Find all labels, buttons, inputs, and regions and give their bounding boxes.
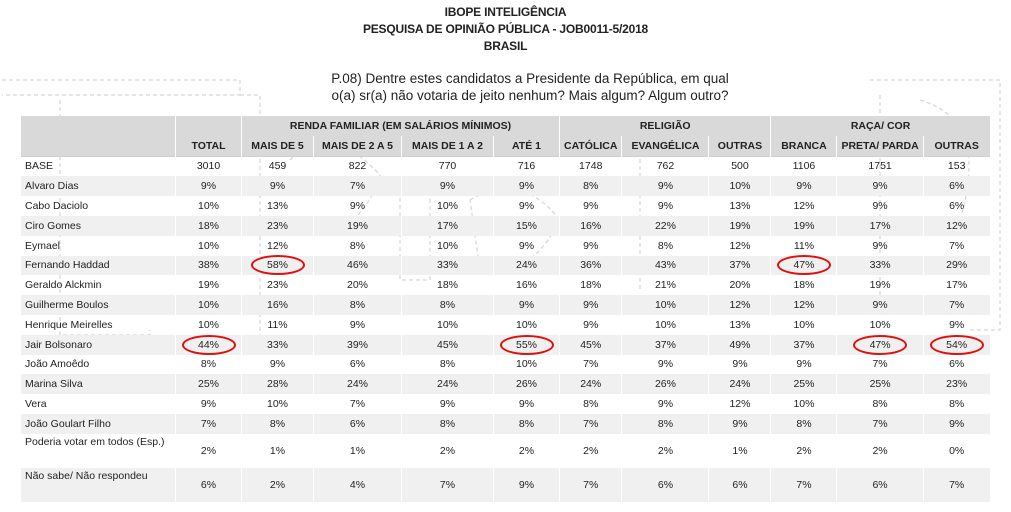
table-cell: 47% [771,256,837,276]
table-cell: 9% [923,414,990,434]
table-cell: 44% [176,335,242,355]
table-cell: 1748 [560,156,622,176]
corner-cell [21,116,176,136]
column-header: ATÉ 1 [494,136,560,156]
table-cell: 9% [837,236,923,256]
table-cell: 49% [709,335,771,355]
table-row [21,196,991,216]
table-cell: 0% [923,434,990,468]
table-cell: 38% [176,256,242,276]
table-cell: 10% [622,315,709,335]
table-cell: 9% [837,196,923,216]
table-cell: 13% [709,315,771,335]
table-row [21,374,991,394]
row-label: Fernando Haddad [21,256,176,276]
table-cell: 19% [176,275,242,295]
table-cell: 9% [560,295,622,315]
table-cell: 13% [242,196,314,216]
table-cell: 9% [622,394,709,414]
table-cell: 6% [314,355,402,375]
table-cell: 13% [709,196,771,216]
table-cell: 10% [176,236,242,256]
table-cell: 37% [709,256,771,276]
table-cell: 37% [771,335,837,355]
row-label: Henrique Meirelles [21,315,176,335]
table-cell: 9% [494,295,560,315]
table-cell: 8% [314,236,402,256]
row-label: Ciro Gomes [21,216,176,236]
table-cell: 9% [242,355,314,375]
question-line-2: o(a) sr(a) não votaria de jeito nenhum? Mais algum? Algum outro? [331,88,729,103]
table-cell: 19% [314,216,402,236]
table-cell: 716 [494,156,560,176]
table-cell: 9% [560,315,622,335]
row-label: Jair Bolsonaro [21,335,176,355]
table-cell: 8% [622,236,709,256]
table-cell: 20% [314,275,402,295]
column-header: OUTRAS [923,136,990,156]
row-label: Não sabe/ Não respondeu [21,468,176,502]
total-group-cell [176,116,242,136]
table-cell: 8% [402,414,494,434]
table-cell: 2% [242,468,314,502]
table-cell: 17% [837,216,923,236]
report-header [0,4,1011,55]
table-cell: 25% [771,374,837,394]
table-cell: 8% [622,414,709,434]
table-cell: 9% [560,236,622,256]
table-cell: 2% [622,434,709,468]
table-cell: 4% [314,468,402,502]
table-cell: 10% [837,315,923,335]
table-cell: 1% [709,434,771,468]
table-cell: 10% [771,394,837,414]
table-cell: 2% [402,434,494,468]
table-cell: 8% [560,176,622,196]
report-title: PESQUISA DE OPINIÃO PÚBLICA - JOB0011-5/2018 [362,22,649,36]
row-label: BASE [21,156,176,176]
group-header-row [21,116,991,136]
table-cell: 9% [314,315,402,335]
table-row [21,295,991,315]
table-cell: 2% [494,434,560,468]
column-header: MAIS DE 2 A 5 [314,136,402,156]
table-cell: 9% [837,176,923,196]
table-cell: 23% [242,216,314,236]
table-row [21,275,991,295]
corner-cell [21,136,176,156]
table-cell: 7% [560,468,622,502]
table-cell: 7% [923,295,990,315]
table-cell: 29% [923,256,990,276]
table-cell: 10% [494,315,560,335]
column-header: CATÓLICA [560,136,622,156]
row-label: Marina Silva [21,374,176,394]
table-cell: 9% [242,176,314,196]
table-cell: 17% [923,275,990,295]
table-cell: 10% [494,355,560,375]
table-body [21,156,991,502]
table-cell: 10% [622,295,709,315]
table-row [21,256,991,276]
table-cell: 12% [771,196,837,216]
table-cell: 2% [837,434,923,468]
table-cell: 9% [176,176,242,196]
row-label: Guilherme Boulos [21,295,176,315]
table-cell: 9% [622,355,709,375]
row-label: Eymael [21,236,176,256]
table-cell: 762 [622,156,709,176]
table-cell: 9% [494,236,560,256]
table-row [21,468,991,502]
table-cell: 19% [771,216,837,236]
table-cell: 24% [314,374,402,394]
row-label: Cabo Daciolo [21,196,176,216]
table-cell: 28% [242,374,314,394]
table-cell: 39% [314,335,402,355]
table-cell: 19% [837,275,923,295]
table-cell: 8% [402,355,494,375]
table-cell: 2% [176,434,242,468]
table-cell: 9% [176,394,242,414]
table-cell: 7% [314,176,402,196]
table-cell: 26% [622,374,709,394]
table-cell: 500 [709,156,771,176]
table-cell: 24% [402,374,494,394]
column-header: TOTAL [176,136,242,156]
table-cell: 770 [402,156,494,176]
table-cell: 9% [771,355,837,375]
column-header: OUTRAS [709,136,771,156]
table-cell: 33% [402,256,494,276]
table-cell: 12% [709,394,771,414]
table-cell: 2% [771,434,837,468]
table-cell: 9% [494,394,560,414]
table-cell: 9% [837,295,923,315]
table-cell: 15% [494,216,560,236]
table-cell: 26% [494,374,560,394]
table-cell: 18% [402,275,494,295]
table-row [21,236,991,256]
table-cell: 7% [560,355,622,375]
table-row [21,355,991,375]
table-cell: 6% [923,196,990,216]
table-cell: 2% [560,434,622,468]
table-cell: 17% [402,216,494,236]
table-cell: 10% [709,176,771,196]
table-cell: 8% [837,394,923,414]
table-cell: 7% [402,468,494,502]
column-header-row [21,136,991,156]
table-cell: 16% [242,295,314,315]
table-cell: 33% [837,256,923,276]
table-cell: 9% [402,394,494,414]
table-cell: 43% [622,256,709,276]
table-cell: 12% [771,295,837,315]
table-cell: 8% [176,355,242,375]
table-cell: 25% [176,374,242,394]
table-cell: 16% [560,216,622,236]
question-line-1: P.08) Dentre estes candidatos a Presidente da República, em qual [331,71,729,86]
table-cell: 24% [494,256,560,276]
table-cell: 45% [402,335,494,355]
table-cell: 8% [314,295,402,315]
table-cell: 20% [709,275,771,295]
table-row [21,335,991,355]
table-cell: 25% [837,374,923,394]
table-cell: 459 [242,156,314,176]
table-cell: 16% [494,275,560,295]
table-cell: 46% [314,256,402,276]
table-cell: 10% [771,315,837,335]
row-label: João Amoêdo [21,355,176,375]
group-renda: RENDA FAMILIAR (EM SALÁRIOS MÍNIMOS) [242,116,560,136]
table-cell: 7% [923,468,990,502]
table-cell: 36% [560,256,622,276]
column-header: EVANGÉLICA [622,136,709,156]
table-row [21,434,991,468]
table-cell: 7% [837,355,923,375]
table-cell: 18% [560,275,622,295]
table-cell: 8% [771,414,837,434]
table-cell: 10% [176,295,242,315]
table-cell: 822 [314,156,402,176]
table-cell: 3010 [176,156,242,176]
question-text [230,70,830,104]
table-cell: 9% [402,176,494,196]
table-cell: 10% [402,196,494,216]
table-cell: 9% [622,176,709,196]
table-cell: 10% [402,315,494,335]
table-cell: 9% [622,196,709,216]
table-cell: 6% [176,468,242,502]
table-cell: 1% [242,434,314,468]
table-cell: 1106 [771,156,837,176]
column-header: PRETA/ PARDA [837,136,923,156]
table-cell: 47% [837,335,923,355]
table-cell: 10% [242,394,314,414]
table-cell: 9% [494,196,560,216]
table-cell: 6% [622,468,709,502]
table-cell: 7% [837,414,923,434]
table-cell: 12% [923,216,990,236]
table-cell: 24% [709,374,771,394]
table-cell: 8% [402,295,494,315]
table-row [21,176,991,196]
table-cell: 11% [771,236,837,256]
column-header: MAIS DE 1 A 2 [402,136,494,156]
table-cell: 9% [771,176,837,196]
group-religiao: RELIGIÃO [560,116,771,136]
group-raca-cor: RAÇA/ COR [771,116,990,136]
table-cell: 19% [709,216,771,236]
table-cell: 6% [923,355,990,375]
table-cell: 1% [314,434,402,468]
table-cell: 10% [176,196,242,216]
table-cell: 9% [494,176,560,196]
table-cell: 8% [923,394,990,414]
table-cell: 58% [242,256,314,276]
table-cell: 9% [709,414,771,434]
table-cell: 6% [837,468,923,502]
results-table [20,116,991,502]
table-cell: 7% [560,414,622,434]
table-cell: 7% [314,394,402,414]
table-cell: 24% [560,374,622,394]
table-cell: 8% [242,414,314,434]
table-cell: 153 [923,156,990,176]
table-cell: 45% [560,335,622,355]
row-label: Vera [21,394,176,414]
table-cell: 8% [560,394,622,414]
report-org: IBOPE INTELIGÊNCIA [444,5,567,19]
column-header: BRANCA [771,136,837,156]
table-cell: 9% [709,355,771,375]
table-cell: 9% [923,315,990,335]
table-cell: 12% [709,295,771,315]
table-row [21,414,991,434]
row-label: João Goulart Filho [21,414,176,434]
table-cell: 23% [923,374,990,394]
table-cell: 37% [622,335,709,355]
table-row [21,394,991,414]
table-cell: 7% [923,236,990,256]
table-cell: 9% [494,468,560,502]
table-cell: 55% [494,335,560,355]
table-row [21,315,991,335]
table-cell: 6% [923,176,990,196]
report-region: BRASIL [483,39,528,53]
table-cell: 8% [494,414,560,434]
row-label: Alvaro Dias [21,176,176,196]
row-label: Geraldo Alckmin [21,275,176,295]
table-cell: 9% [560,196,622,216]
table-cell: 7% [771,468,837,502]
table-cell: 23% [242,275,314,295]
table-cell: 54% [923,335,990,355]
table-row [21,216,991,236]
table-cell: 10% [176,315,242,335]
table-cell: 10% [402,236,494,256]
table-cell: 18% [176,216,242,236]
row-label: Poderia votar em todos (Esp.) [21,434,176,468]
table-cell: 22% [622,216,709,236]
table-cell: 9% [314,196,402,216]
table-cell: 33% [242,335,314,355]
table-cell: 18% [771,275,837,295]
table-cell: 1751 [837,156,923,176]
table-cell: 11% [242,315,314,335]
table-cell: 6% [314,414,402,434]
table-cell: 21% [622,275,709,295]
column-header: MAIS DE 5 [242,136,314,156]
table-cell: 12% [242,236,314,256]
table-cell: 7% [176,414,242,434]
table-row [21,156,991,176]
table-cell: 6% [709,468,771,502]
table-cell: 12% [709,236,771,256]
